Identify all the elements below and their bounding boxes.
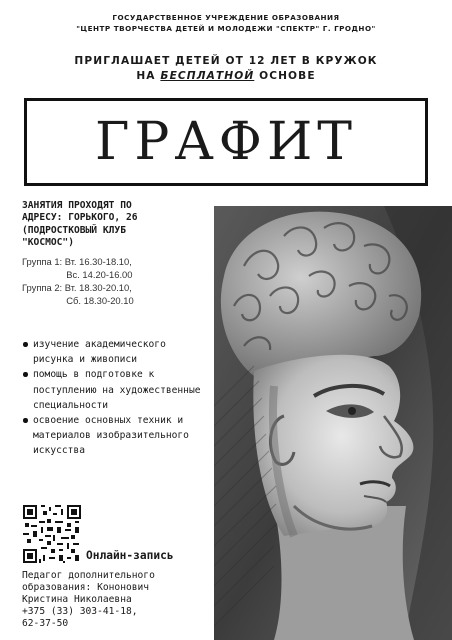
org-line-2: "ЦЕНТР ТВОРЧЕСТВА ДЕТЕЙ И МОЛОДЕЖИ "СПЕКТР" Г. ГРОДНО"	[76, 24, 376, 33]
graphite-sculpture-drawing	[214, 206, 452, 640]
address-line-1: ЗАНЯТИЯ ПРОХОДЯТ ПО	[22, 200, 132, 211]
organization-header	[0, 12, 452, 34]
benefits-list	[22, 337, 212, 459]
org-line-1: ГОСУДАРСТВЕННОЕ УЧРЕЖДЕНИЕ ОБРАЗОВАНИЯ	[112, 13, 340, 22]
invite-line-2	[0, 69, 452, 84]
teacher-line-3: Кристина Николаевна	[22, 594, 132, 606]
invite-line-1: ПРИГЛАШАЕТ ДЕТЕЙ ОТ 12 ЛЕТ В КРУЖОК	[74, 55, 378, 67]
title-frame	[24, 98, 428, 186]
qr-code-icon[interactable]	[23, 505, 81, 563]
list-item: изучение академического рисунка и живописи	[22, 337, 212, 367]
schedule-row: Группа 2: Вт. 18.30-20.10,	[22, 282, 132, 293]
invite-emphasis: БЕСПЛАТНОЙ	[160, 70, 255, 82]
address-line-2: АДРЕСУ: ГОРЬКОГО, 26	[22, 212, 138, 224]
teacher-line-2: образования: Кононович	[22, 582, 150, 594]
teacher-phone: +375 (33) 303-41-18,	[22, 606, 138, 618]
schedule-row: Сб. 18.30-20.10	[22, 295, 134, 306]
page-title: ГРАФИТ	[95, 112, 357, 172]
address-block	[22, 200, 222, 250]
address-line-4: "КОСМОС")	[22, 237, 74, 249]
teacher-contact	[22, 570, 222, 630]
schedule-block	[22, 255, 222, 307]
schedule-row: Группа 1: Вт. 16.30-18.10,	[22, 256, 132, 267]
teacher-line-1: Педагог дополнительного	[22, 570, 155, 581]
invitation-text	[0, 54, 452, 84]
list-item: помощь в подготовке к поступлению на художественные специальности	[22, 367, 212, 413]
schedule-row: Вс. 14.20-16.00	[22, 269, 133, 280]
online-signup-link[interactable]: Онлайн-запись	[86, 549, 174, 562]
teacher-phone-2: 62-37-50	[22, 618, 69, 630]
invite-prefix: НА	[136, 70, 161, 82]
invite-suffix: ОСНОВЕ	[254, 70, 316, 82]
list-item: освоение основных техник и материалов изобразительного искусства	[22, 413, 212, 459]
address-line-3: (ПОДРОСТКОВЫЙ КЛУБ	[22, 224, 126, 236]
